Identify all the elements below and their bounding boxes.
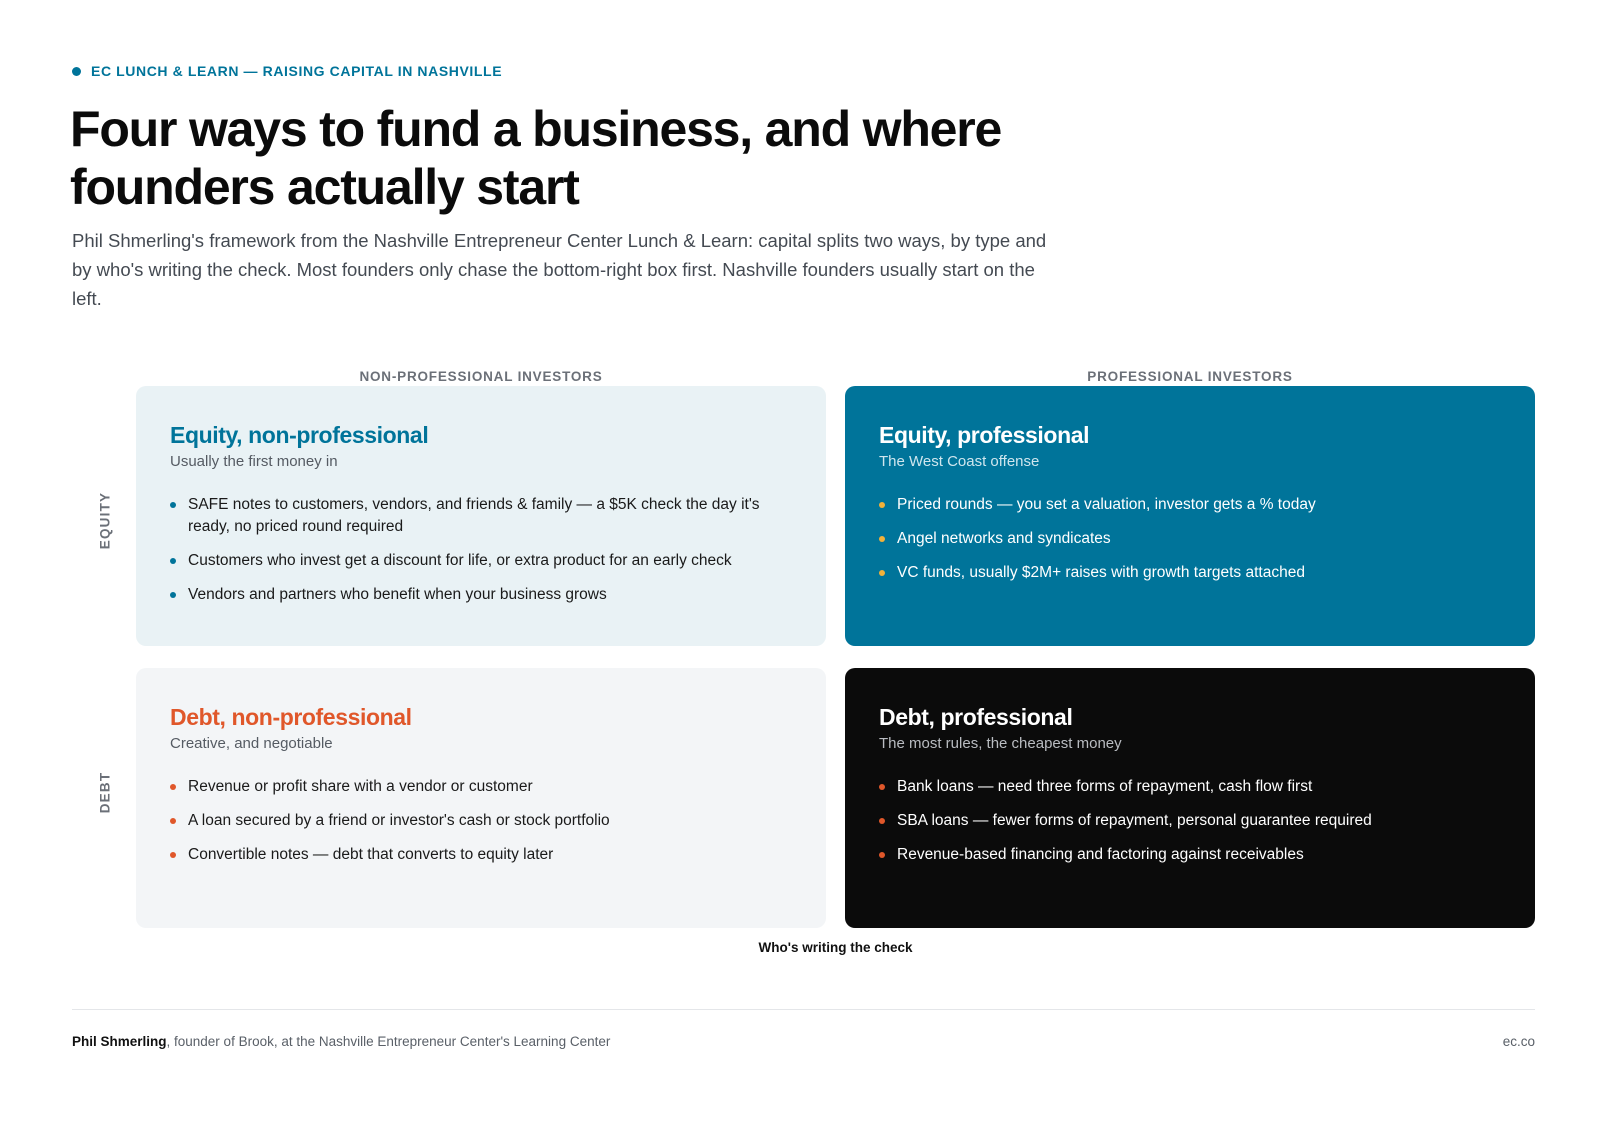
quadrant-tagline: Usually the first money in [170,453,338,470]
list-item [879,494,1501,516]
list-item-text: Priced rounds — you set a valuation, investor gets a % today [897,496,1316,513]
quadrant-title: Debt, non-professional [170,704,412,730]
eyebrow-text: EC LUNCH & LEARN — RAISING CAPITAL IN NASHVILLE [91,63,503,79]
quadrant-tagline: Creative, and negotiable [170,735,333,752]
footer-credit [72,1034,610,1049]
bullet-dot-icon [879,570,885,576]
footer-credit-text: , founder of Brook, at the Nashville Entrepreneur Center's Learning Center [166,1034,611,1049]
quadrant-equity-nonprofessional [136,386,826,646]
list-item-text: Customers who invest get a discount for life, or extra product for an early check [188,552,732,569]
footer-author-name: Phil Shmerling [72,1034,167,1049]
bullet-dot-icon [879,502,885,508]
list-item-text: SAFE notes to customers, vendors, and friends & family — a $5K check the day it's ready, no priced round required [188,496,760,535]
bullet-dot-icon [879,536,885,542]
list-item [170,776,792,798]
footer-site-link[interactable]: ec.co [1502,1034,1535,1049]
list-item [879,844,1501,866]
list-item-text: VC funds, usually $2M+ raises with growth targets attached [897,564,1305,581]
quadrant-list [170,776,792,866]
bullet-dot-icon [170,852,176,858]
quadrant-title: Equity, professional [879,422,1090,448]
row-header-equity: EQUITY [97,491,113,550]
column-header-professional: PROFESSIONAL INVESTORS [1087,369,1293,384]
list-item-text: SBA loans — fewer forms of repayment, personal guarantee required [897,812,1372,829]
list-item [170,810,792,832]
page-title: Four ways to fund a business, and where founders actually start [70,101,1002,215]
quadrant-equity-professional [845,386,1535,646]
bullet-dot-icon [170,784,176,790]
quadrant-list [170,494,792,606]
list-item [170,844,792,866]
eyebrow-dot-icon [72,67,81,76]
list-item-text: Vendors and partners who benefit when your business grows [188,586,607,603]
list-item-text: Revenue or profit share with a vendor or customer [188,778,533,795]
quadrant-debt-nonprofessional [136,668,826,928]
list-item-text: Convertible notes — debt that converts to equity later [188,846,554,863]
list-item [170,584,792,606]
bullet-dot-icon [879,852,885,858]
page-subtitle: Phil Shmerling's framework from the Nashville Entrepreneur Center Lunch & Learn: capital splits two ways, by type and by who's writing the check. Most founders only chase the bottom-right box first. Nashville founders usually start on the left. [72,230,1047,309]
list-item-text: Revenue-based financing and factoring against receivables [897,846,1304,863]
bullet-dot-icon [879,784,885,790]
bullet-dot-icon [879,818,885,824]
list-item [879,776,1501,798]
list-item-text: A loan secured by a friend or investor's cash or stock portfolio [188,812,610,829]
quadrant-title: Debt, professional [879,704,1073,730]
bullet-dot-icon [170,558,176,564]
bullet-dot-icon [170,502,176,508]
list-item [170,494,792,538]
eyebrow [72,63,502,79]
quadrant-title: Equity, non-professional [170,422,429,448]
quadrant-debt-professional [845,668,1535,928]
quadrant-tagline: The most rules, the cheapest money [879,735,1122,752]
list-item [879,810,1501,832]
list-item-text: Angel networks and syndicates [897,530,1111,547]
quadrant-list [879,776,1501,866]
list-item-text: Bank loans — need three forms of repayment, cash flow first [897,778,1313,795]
quadrant-list [879,494,1501,584]
x-axis-label: Who's writing the check [758,940,913,955]
footer-divider [72,1009,1535,1010]
row-header-debt: DEBT [97,771,113,814]
column-header-nonprofessional: NON-PROFESSIONAL INVESTORS [359,369,603,384]
list-item [879,562,1501,584]
quadrant-tagline: The West Coast offense [879,453,1040,470]
list-item [879,528,1501,550]
bullet-dot-icon [170,818,176,824]
bullet-dot-icon [170,592,176,598]
list-item [170,550,792,572]
